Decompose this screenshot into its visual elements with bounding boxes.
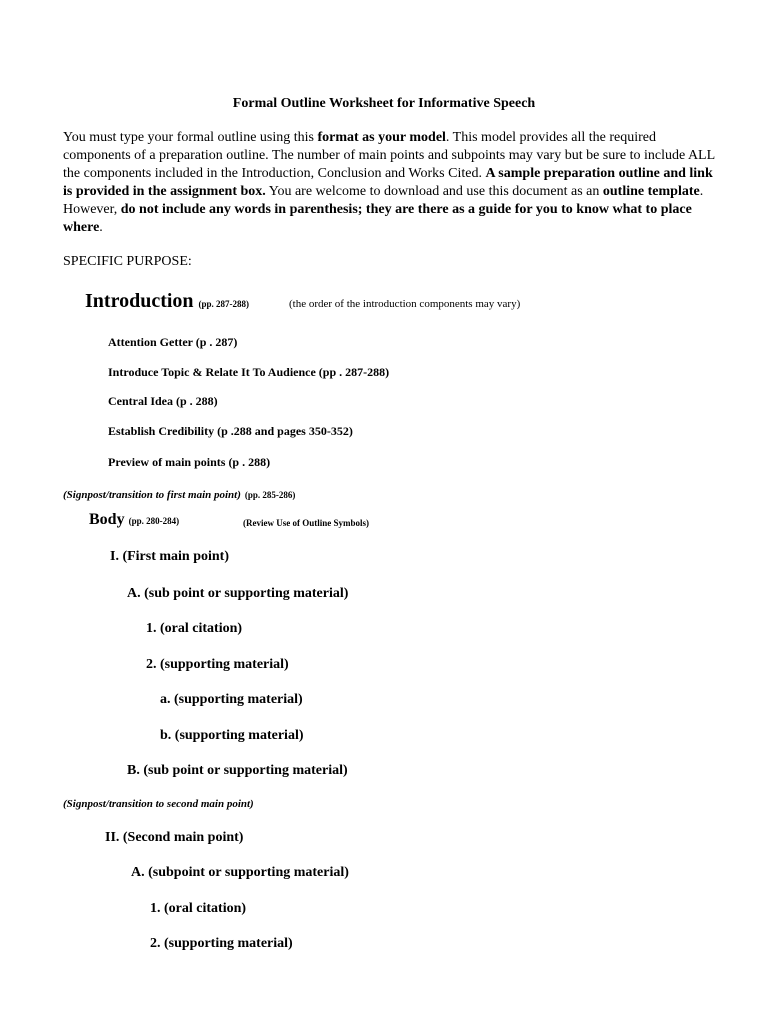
intro-item-introduce-topic: Introduce Topic & Relate It To Audience (pp . 287-288) [108, 365, 390, 379]
outline-1-subpoint-a: A. (sub point or supporting material) [127, 586, 349, 601]
intro-text-1: You must type your formal outline using this [63, 130, 318, 145]
introduction-pages: (pp. 287-288) [198, 299, 250, 309]
intro-text-4: . However, [63, 184, 704, 217]
instructions-paragraph [63, 129, 723, 237]
outline-2-a-item-1: 1. (oral citation) [150, 901, 247, 916]
outline-1-a-item-2: 2. (supporting material) [146, 657, 289, 672]
outline-2-subpoint-a: A. (subpoint or supporting material) [131, 865, 349, 880]
introduction-note: (the order of the introduction components may vary) [289, 298, 521, 310]
intro-bold-parenthesis: do not include any words in parenthesis; they are there as a guide for you to know what to place where [63, 202, 692, 235]
outline-main-point-2: II. (Second main point) [105, 830, 244, 845]
signpost-second-main-point: (Signpost/transition to second main point) [63, 798, 254, 810]
body-heading [89, 511, 179, 529]
intro-item-attention-getter: Attention Getter (p . 287) [108, 335, 238, 349]
intro-bold-template: outline template [602, 184, 700, 199]
body-heading-text: Body [89, 511, 125, 528]
introduction-heading-text: Introduction [85, 290, 194, 312]
intro-item-credibility: Establish Credibility (p .288 and pages 350-352) [108, 424, 353, 438]
signpost-first-text: (Signpost/transition to first main point) [63, 489, 241, 501]
outline-1-a-2-item-b: b. (supporting material) [160, 728, 304, 743]
signpost-first-main-point [63, 485, 295, 503]
introduction-heading [85, 290, 249, 313]
intro-text-3: You are welcome to download and use this document as an [265, 184, 603, 199]
specific-purpose-label: SPECIFIC PURPOSE: [63, 254, 192, 269]
intro-text-2: . This model provides all the required components of a preparation outline. The number of main points and subpoints may vary but be sure to include ALL the components included in the Introduction, Conclusion and Works Cited. [63, 130, 715, 181]
body-note: (Review Use of Outline Symbols) [243, 518, 369, 528]
outline-1-a-item-1: 1. (oral citation) [146, 621, 243, 636]
body-pages: (pp. 280-284) [128, 516, 180, 526]
intro-bold-model: format as your model [317, 130, 446, 145]
intro-item-central-idea: Central Idea (p . 288) [108, 394, 218, 408]
intro-text-5: . [99, 220, 103, 235]
intro-bold-sample: A sample preparation outline and link is provided in the assignment box. [63, 166, 713, 199]
intro-item-preview: Preview of main points (p . 288) [108, 455, 271, 469]
outline-1-a-2-item-a: a. (supporting material) [160, 692, 303, 707]
signpost-first-pages: (pp. 285-286) [244, 490, 296, 500]
page-title: Formal Outline Worksheet for Informative Speech [232, 96, 536, 111]
outline-1-subpoint-b: B. (sub point or supporting material) [127, 763, 348, 778]
outline-main-point-1: I. (First main point) [110, 549, 229, 564]
outline-2-a-item-2: 2. (supporting material) [150, 936, 293, 951]
